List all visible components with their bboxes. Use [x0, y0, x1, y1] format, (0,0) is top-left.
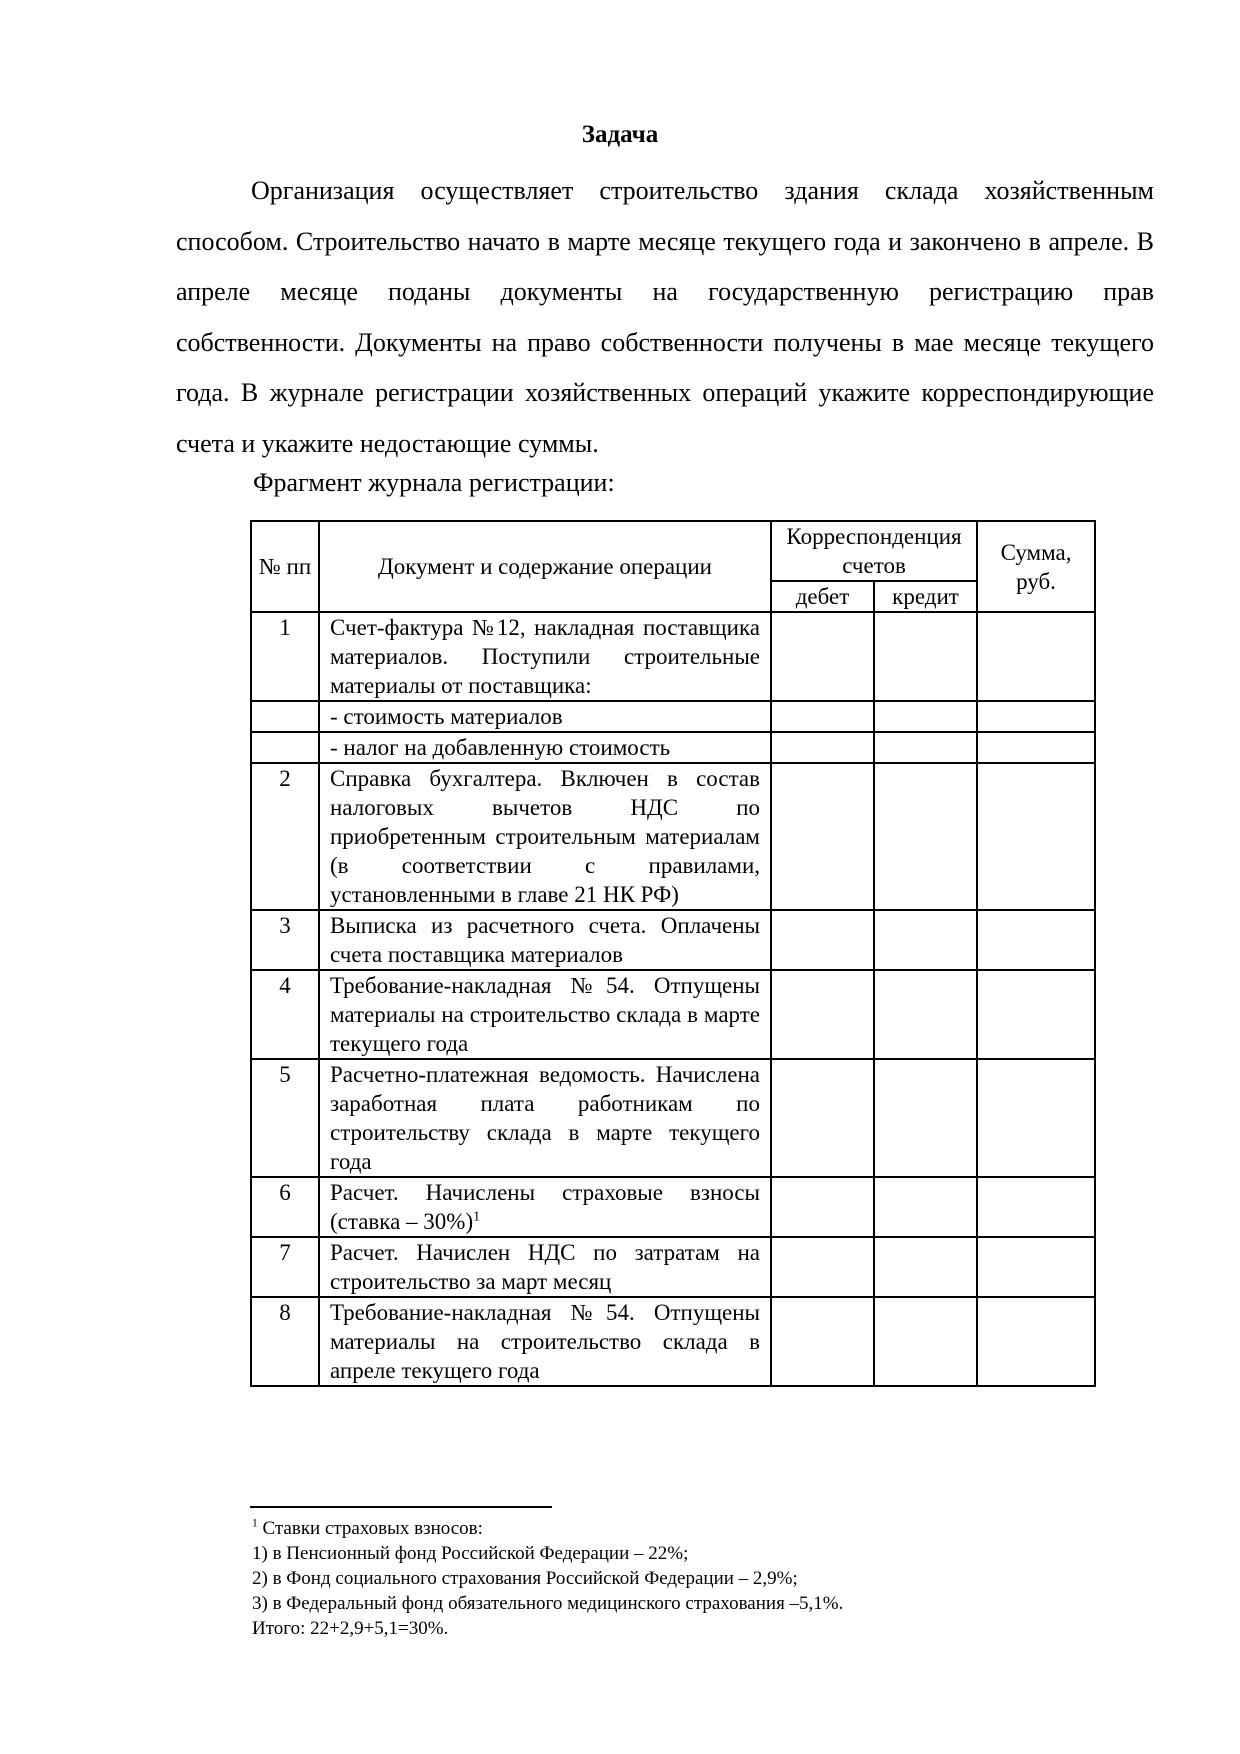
footnote-separator	[250, 1506, 552, 1508]
row-number: 8	[251, 1297, 319, 1386]
row-description: - налог на добавленную стоимость	[319, 732, 771, 763]
footnote-title	[252, 1516, 1152, 1541]
debit-cell[interactable]	[771, 1177, 874, 1237]
credit-cell[interactable]	[874, 1237, 977, 1297]
row-number: 1	[251, 612, 319, 701]
credit-cell[interactable]	[874, 1297, 977, 1386]
table-row	[251, 1297, 1095, 1386]
debit-cell[interactable]	[771, 970, 874, 1059]
amount-cell[interactable]	[977, 1059, 1095, 1177]
footnote-total: Итого: 22+2,9+5,1=30%.	[252, 1618, 449, 1639]
registration-journal-table	[250, 520, 1096, 1387]
amount-cell[interactable]	[977, 701, 1095, 732]
row-number	[251, 701, 319, 732]
row-description: Справка бухгалтера. Включен в состав налоговых вычетов НДС по приобретенным строительным материалам (в соответствии с правилами, установленными в главе 21 НК РФ)	[319, 763, 771, 910]
debit-cell[interactable]	[771, 1237, 874, 1297]
table-row	[251, 910, 1095, 970]
row-description: Расчет. Начислен НДС по затратам на строительство за март месяц	[319, 1237, 771, 1297]
table-row	[251, 1237, 1095, 1297]
amount-cell[interactable]	[977, 910, 1095, 970]
row-description-text: Расчет. Начислены страховые взносы (ставка – 30%)	[330, 1180, 760, 1234]
credit-cell[interactable]	[874, 910, 977, 970]
table-row	[251, 1177, 1095, 1237]
credit-cell[interactable]	[874, 970, 977, 1059]
footnote-item: 1) в Пенсионный фонд Российской Федерации – 22%;	[252, 1543, 689, 1564]
row-description: Счет-фактура №12, накладная поставщика материалов. Поступили строительные материалы от поставщика:	[319, 612, 771, 701]
footnote-marker: 1	[252, 1517, 258, 1530]
table-row	[251, 701, 1095, 732]
table-header-row	[251, 521, 1095, 581]
footnote-item: 2) в Фонд социального страхования Российской Федерации – 2,9%;	[252, 1568, 798, 1589]
debit-cell[interactable]	[771, 701, 874, 732]
credit-cell[interactable]	[874, 1177, 977, 1237]
amount-cell[interactable]	[977, 970, 1095, 1059]
debit-cell[interactable]	[771, 732, 874, 763]
amount-cell[interactable]	[977, 732, 1095, 763]
task-text	[176, 166, 1154, 469]
credit-cell[interactable]	[874, 1059, 977, 1177]
row-number: 6	[251, 1177, 319, 1237]
header-credit: кредит	[874, 581, 977, 612]
row-number: 5	[251, 1059, 319, 1177]
amount-cell[interactable]	[977, 1237, 1095, 1297]
credit-cell[interactable]	[874, 612, 977, 701]
row-number: 3	[251, 910, 319, 970]
row-number: 2	[251, 763, 319, 910]
header-document: Документ и содержание операции	[319, 521, 771, 612]
task-paragraph: Организация осуществляет строительство здания склада хозяйственным способом. Строительство начато в марте месяце текущего года и закончено в апреле. В апреле месяце поданы документы на государственную регистрацию прав собственности. Документы на право собственности получены в мае месяце текущего года. В журнале регистрации хозяйственных операций укажите корреспондирующие счета и укажите недостающие суммы.	[176, 176, 1154, 458]
row-number: 7	[251, 1237, 319, 1297]
amount-cell[interactable]	[977, 612, 1095, 701]
debit-cell[interactable]	[771, 612, 874, 701]
row-description: Требование-накладная №54. Отпущены материалы на строительство склада в апреле текущего года	[319, 1297, 771, 1386]
row-number: 4	[251, 970, 319, 1059]
debit-cell[interactable]	[771, 763, 874, 910]
table-row	[251, 612, 1095, 701]
credit-cell[interactable]	[874, 763, 977, 910]
credit-cell[interactable]	[874, 701, 977, 732]
row-description: - стоимость материалов	[319, 701, 771, 732]
row-description	[319, 1177, 771, 1237]
row-description: Расчетно-платежная ведомость. Начислена заработная плата работникам по строительству склада в марте текущего года	[319, 1059, 771, 1177]
amount-cell[interactable]	[977, 1177, 1095, 1237]
amount-cell[interactable]	[977, 763, 1095, 910]
debit-cell[interactable]	[771, 910, 874, 970]
debit-cell[interactable]	[771, 1297, 874, 1386]
amount-cell[interactable]	[977, 1297, 1095, 1386]
footnote-block	[252, 1516, 1152, 1641]
row-number	[251, 732, 319, 763]
table-intro: Фрагмент журнала регистрации:	[253, 468, 615, 497]
header-correspondence: Корреспонденция счетов	[771, 521, 977, 581]
debit-cell[interactable]	[771, 1059, 874, 1177]
footnote-reference[interactable]: 1	[473, 1208, 481, 1224]
footnote-item: 3) в Федеральный фонд обязательного медицинского страхования –5,1%.	[252, 1593, 844, 1614]
page-title: Задача	[581, 121, 659, 148]
header-amount: Сумма, руб.	[977, 521, 1095, 612]
header-number: № пп	[251, 521, 319, 612]
footnote-title-text: Ставки страховых взносов:	[262, 1518, 483, 1539]
credit-cell[interactable]	[874, 732, 977, 763]
table-row	[251, 1059, 1095, 1177]
row-description: Требование-накладная №54. Отпущены материалы на строительство склада в марте текущего года	[319, 970, 771, 1059]
header-debit: дебет	[771, 581, 874, 612]
table-row	[251, 732, 1095, 763]
row-description: Выписка из расчетного счета. Оплачены счета поставщика материалов	[319, 910, 771, 970]
table-row	[251, 970, 1095, 1059]
table-row	[251, 763, 1095, 910]
